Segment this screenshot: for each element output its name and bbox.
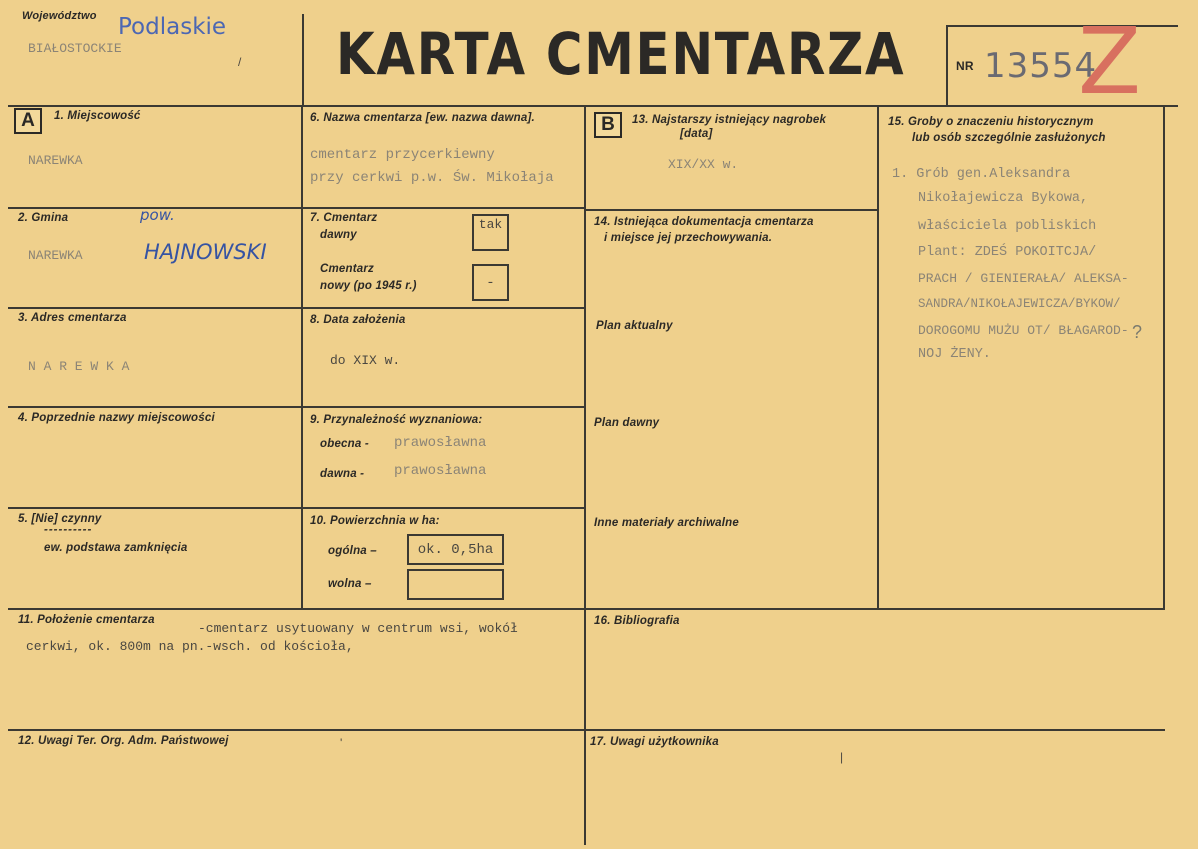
nr-label: NR <box>956 59 974 73</box>
field-11-value-2: cerkwi, ok. 800m na pn.-wsch. od kościoła, <box>26 639 354 654</box>
field-8-value: do XIX w. <box>330 353 401 368</box>
field-14-plan-current: Plan aktualny <box>596 320 673 332</box>
field-13-value: XIX/XX w. <box>668 157 739 172</box>
field-4-label: 4. Poprzednie nazwy miejscowości <box>18 412 215 424</box>
rule-row2-bottom <box>8 307 586 309</box>
field-10-total-label: ogólna – <box>328 545 377 557</box>
field-15-line-5: PRACH / GIENIERAŁA/ ALEKSA- <box>918 271 1129 286</box>
field-10-free-label: wolna – <box>328 578 372 590</box>
field-10-total-box: ok. 0,5ha <box>407 534 504 565</box>
field-7-label-1: 7. Cmentarz <box>310 212 378 224</box>
field-3-label: 3. Adres cmentarza <box>18 312 127 324</box>
field-2-label: 2. Gmina <box>18 212 69 224</box>
field-9-former-value: prawosławna <box>394 463 487 479</box>
section-b-letter: B <box>594 112 622 138</box>
pencil-tick-3: | <box>840 750 844 764</box>
rule-col4-right <box>1163 105 1165 609</box>
field-11-label: 11. Położenie cmentarza <box>18 614 155 626</box>
field-8-label: 8. Data założenia <box>310 314 406 326</box>
field-5-sub-label: ew. podstawa zamknięcia <box>44 542 188 554</box>
rule-row4-bottom <box>8 507 586 509</box>
field-12-label: 12. Uwagi Ter. Org. Adm. Państwowej <box>18 735 229 747</box>
field-9-former-label: dawna - <box>320 468 365 480</box>
rule-row1-col3-bottom <box>584 209 879 211</box>
field-13-label-2: [data] <box>680 128 713 140</box>
wojewodztwo-stamp: Podlaskie <box>118 14 227 40</box>
rule-col3-right <box>877 105 879 609</box>
field-7-label-new-2: nowy (po 1945 r.) <box>320 280 417 292</box>
field-15-line-8: NOJ ŻENY. <box>918 347 991 362</box>
field-6-label: 6. Nazwa cmentarza [ew. nazwa dawna]. <box>310 112 535 124</box>
pencil-tick-2: ' <box>340 736 343 750</box>
field-7-label-new-1: Cmentarz <box>320 263 375 275</box>
field-14-other-materials: Inne materiały archiwalne <box>594 517 739 529</box>
field-10-label: 10. Powierzchnia w ha: <box>310 515 440 527</box>
field-14-label-2: i miejsce jej przechowywania. <box>604 232 773 244</box>
field-15-label-1: 15. Groby o znaczeniu historycznym <box>888 116 1094 128</box>
rule-nr-top <box>946 25 1178 27</box>
wojewodztwo-label: Województwo <box>22 10 97 22</box>
section-a-letter: A <box>14 108 42 134</box>
rule-row1-bottom <box>8 207 586 209</box>
rule-header-bottom <box>8 105 1178 107</box>
rule-col2-right <box>584 105 586 845</box>
field-2-handwritten: HAJNOWSKI <box>144 240 267 264</box>
field-15-line-2: Nikołajewicza Bykowa, <box>918 191 1089 206</box>
field-5-label: 5. [Nie] czynny <box>18 513 102 525</box>
wojewodztwo-typed: BIAŁOSTOCKIE <box>28 41 122 56</box>
field-16-label: 16. Bibliografia <box>594 615 680 627</box>
field-11-value-1: -cmentarz usytuowany w centrum wsi, wokół <box>198 621 518 636</box>
rule-row6-bottom <box>8 729 1165 731</box>
field-7-box-new: - <box>472 264 509 301</box>
field-15-line-3: właściciela pobliskich <box>918 219 1097 234</box>
field-15-line-4: Plant: ZDEŚ POKOITCJA/ <box>918 245 1097 260</box>
rule-row5-bottom <box>8 608 1165 610</box>
field-14-label-1: 14. Istniejąca dokumentacja cmentarza <box>594 216 814 228</box>
rule-col1-right <box>301 105 303 609</box>
field-1-value: NAREWKA <box>28 153 83 168</box>
field-5-underline: ---------- <box>44 524 93 536</box>
field-7-box-old: tak <box>472 214 509 251</box>
field-10-free-box <box>407 569 504 600</box>
field-9-label: 9. Przynależność wyznaniowa: <box>310 414 483 426</box>
field-14-plan-former: Plan dawny <box>594 417 660 429</box>
field-15-line-1: 1. Grób gen.Aleksandra <box>892 167 1071 182</box>
field-17-label: 17. Uwagi użytkownika <box>590 736 719 748</box>
rule-header-left <box>302 14 304 106</box>
field-15-line-6: SANDRA/NIKOŁAJEWICZA/BYKOW/ <box>918 297 1121 311</box>
field-13-label-1: 13. Najstarszy istniejący nagrobek <box>632 114 827 126</box>
category-mark: Z <box>1078 8 1142 115</box>
nr-value: 13554 <box>984 46 1098 86</box>
card-title: KARTA CMENTARZA <box>336 20 906 88</box>
field-9-current-value: prawosławna <box>394 435 487 451</box>
pencil-tick: / <box>238 55 242 69</box>
field-1-label: 1. Miejscowość <box>54 110 141 122</box>
rule-nr-left <box>946 25 948 106</box>
field-2-handwritten-pow: pow. <box>140 206 175 224</box>
field-2-value: NAREWKA <box>28 248 83 263</box>
field-7-label-2: dawny <box>320 229 357 241</box>
field-15-label-2: lub osób szczególnie zasłużonych <box>912 132 1106 144</box>
field-9-current-label: obecna - <box>320 438 369 450</box>
field-6-value-1: cmentarz przycerkiewny <box>310 147 495 163</box>
field-3-value: N A R E W K A <box>28 359 130 374</box>
field-6-value-2: przy cerkwi p.w. Św. Mikołaja <box>310 170 554 186</box>
field-15-line-7: DOROGOMU MUŻU OT/ BŁAGAROD- <box>918 323 1129 338</box>
pencil-scribble: ? <box>1132 322 1143 342</box>
rule-row3-bottom <box>8 406 586 408</box>
